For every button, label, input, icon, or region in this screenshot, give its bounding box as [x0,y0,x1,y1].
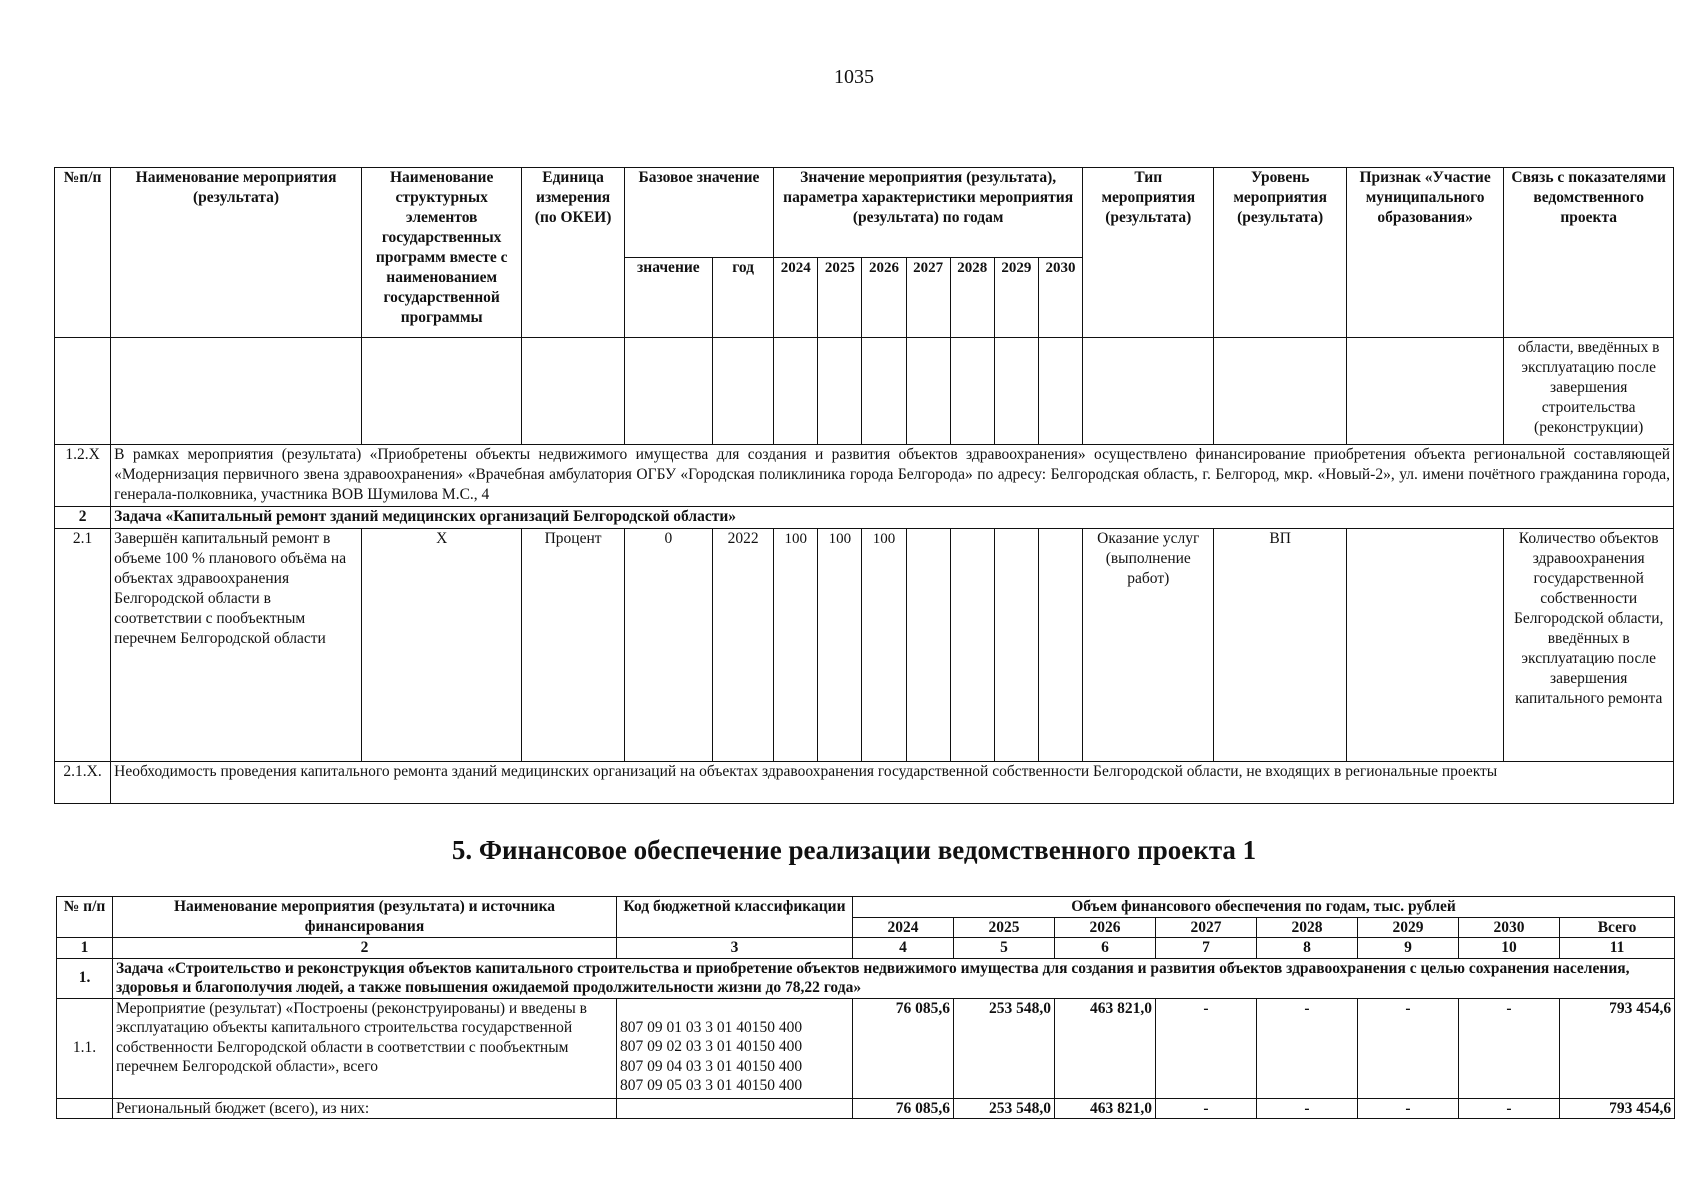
value-cell: 100 [862,529,906,762]
header-num: №п/п [55,168,111,338]
value-cell: - [1459,1098,1560,1119]
struct-cell: Х [361,529,521,762]
header-name: Наименование мероприятия (результата) [111,168,362,338]
value-cell: - [1257,1098,1358,1119]
measure-name: Мероприятие (результат) «Построены (реконструированы) и введены в эксплуатацию объекты капитального строительства государственной собственности Белгородской области в соответствии с пообъектным перечнем Белгородской области», всего [113,998,617,1098]
col-number: 11 [1560,938,1675,959]
page-number: 1035 [834,66,874,88]
unit-cell: Процент [522,529,624,762]
col-number: 2 [113,938,617,959]
row-num: 1. [57,958,113,998]
row-num: 1.2.Х [55,445,111,507]
header-total: Всего [1560,917,1675,938]
value-cell: 253 548,0 [954,1098,1055,1119]
type-cell: Оказание услуг (выполнение работ) [1083,529,1214,762]
header-year: 2028 [1257,917,1358,938]
row-text: В рамках мероприятия (результата) «Приобретены объекты недвижимого имущества для создания и развития объектов здравоохранения» осуществлено финансирование приобретения объекта региональной составляющей «Модернизация первичного звена здравоохранения» «Врачебная амбулатория ОГБУ «Городская поликлиника города Белгорода» по адресу: Белгородская область, г. Белгород, мкр. «Новый-2», ул. имени почётного гражданина города, генерала-полковника, участника ВОВ Шумилова М.С., 4 [111,445,1674,507]
header-base-value: значение [624,258,712,338]
table-row [55,338,1674,445]
value-cell: 463 821,0 [1055,998,1156,1098]
header-unit: Единица измерения (по ОКЕИ) [522,168,624,338]
value-cell: - [1459,998,1560,1098]
value-cell: 100 [818,529,862,762]
col-number: 5 [954,938,1055,959]
measure-name: Завершён капитальный ремонт в объеме 100 % планового объёма на объектах здравоохранения Белгородской области в соответствии с пообъектным перечнем Белгородской области [111,529,362,762]
col-number: 4 [853,938,954,959]
value-cell: - [1156,998,1257,1098]
row-num: 2.1 [55,529,111,762]
value-cell: - [1156,1098,1257,1119]
table-row [57,958,1675,998]
level-cell: ВП [1214,529,1346,762]
header-num: № п/п [57,897,113,938]
header-year: 2026 [862,258,906,338]
header-level: Уровень мероприятия (результата) [1214,168,1346,338]
header-year: 2029 [994,258,1038,338]
row-text: Необходимость проведения капитального ремонта зданий медицинских организаций на объектах здравоохранения государственной собственности Белгородской области, не входящих в региональные проекты [111,762,1674,804]
table-row [55,762,1674,804]
col-number: 6 [1055,938,1156,959]
header-year: 2026 [1055,917,1156,938]
value-cell: 100 [774,529,818,762]
header-year: 2029 [1358,917,1459,938]
table-row [55,445,1674,507]
budget-code: 807 09 05 03 3 01 40150 400 [620,1077,803,1094]
col-number: 10 [1459,938,1560,959]
measures-table [54,167,1674,804]
value-cell: 76 085,6 [853,998,954,1098]
header-type: Тип мероприятия (результата) [1083,168,1214,338]
col-number: 1 [57,938,113,959]
header-struct: Наименование структурных элементов государственных программ вместе с наименованием государственной программы [361,168,521,338]
header-name: Наименование мероприятия (результата) и источника финансирования [113,897,617,938]
value-cell: 253 548,0 [954,998,1055,1098]
header-year: 2027 [1156,917,1257,938]
header-code: Код бюджетной классификации [617,897,853,938]
value-cell: - [1358,998,1459,1098]
value-cell: - [1358,1098,1459,1119]
header-values: Значение мероприятия (результата), параметра характеристики мероприятия (результата) по годам [774,168,1083,258]
row-num: 2 [55,507,111,529]
header-base-year: год [713,258,774,338]
header-year: 2025 [818,258,862,338]
row-num: 2.1.Х. [55,762,111,804]
sign-cell [1346,529,1503,762]
budget-code: 807 09 01 03 3 01 40150 400 [620,1018,803,1036]
task-text: Задача «Капитальный ремонт зданий медицинских организаций Белгородской области» [111,507,1674,529]
finance-table [56,896,1675,1119]
value-cell: - [1257,998,1358,1098]
col-number: 8 [1257,938,1358,959]
header-year: 2028 [950,258,994,338]
task-text: Задача «Строительство и реконструкция объектов капитального строительства и приобретение объектов недвижимого имущества для создания и развития объектов здравоохранения с целью сохранения населения, здоровья и благополучия людей, а также повышения ожидаемой продолжительности жизни до 78,22 года» [113,958,1675,998]
total-cell: 793 454,6 [1560,998,1675,1098]
header-year: 2027 [906,258,950,338]
value-cell [906,529,950,762]
base-value-cell: 0 [624,529,712,762]
header-year: 2024 [853,917,954,938]
link-cell: Количество объектов здравоохранения государственной собственности Белгородской области, введённых в эксплуатацию после завершения капитального ремонта [1504,529,1674,762]
table-row [55,507,1674,529]
total-cell: 793 454,6 [1560,1098,1675,1119]
col-number: 9 [1358,938,1459,959]
header-sign: Признак «Участие муниципального образования» [1346,168,1503,338]
header-year: 2030 [1459,917,1560,938]
value-cell [950,529,994,762]
base-year-cell: 2022 [713,529,774,762]
table-row [57,1098,1675,1119]
header-year: 2030 [1038,258,1082,338]
budget-code: 807 09 04 03 3 01 40150 400 [620,1057,803,1075]
header-volume: Объем финансового обеспечения по годам, тыс. рублей [853,897,1675,918]
value-cell: 463 821,0 [1055,1098,1156,1119]
section-title: 5. Финансовое обеспечение реализации ведомственного проекта 1 [451,835,1257,865]
col-number: 7 [1156,938,1257,959]
header-year: 2024 [774,258,818,338]
header-year: 2025 [954,917,1055,938]
table-row [55,529,1674,762]
header-base: Базовое значение [624,168,773,258]
budget-codes [617,998,853,1098]
value-cell [1038,529,1082,762]
value-cell: 76 085,6 [853,1098,954,1119]
col-number: 3 [617,938,853,959]
row-num: 1.1. [57,998,113,1098]
table-row [57,998,1675,1098]
source-name: Региональный бюджет (всего), из них: [113,1098,617,1119]
link-cell: области, введённых в эксплуатацию после завершения строительства (реконструкции) [1504,338,1674,445]
header-link: Связь с показателями ведомственного проекта [1504,168,1674,338]
value-cell [994,529,1038,762]
budget-code: 807 09 02 03 3 01 40150 400 [620,1038,803,1055]
